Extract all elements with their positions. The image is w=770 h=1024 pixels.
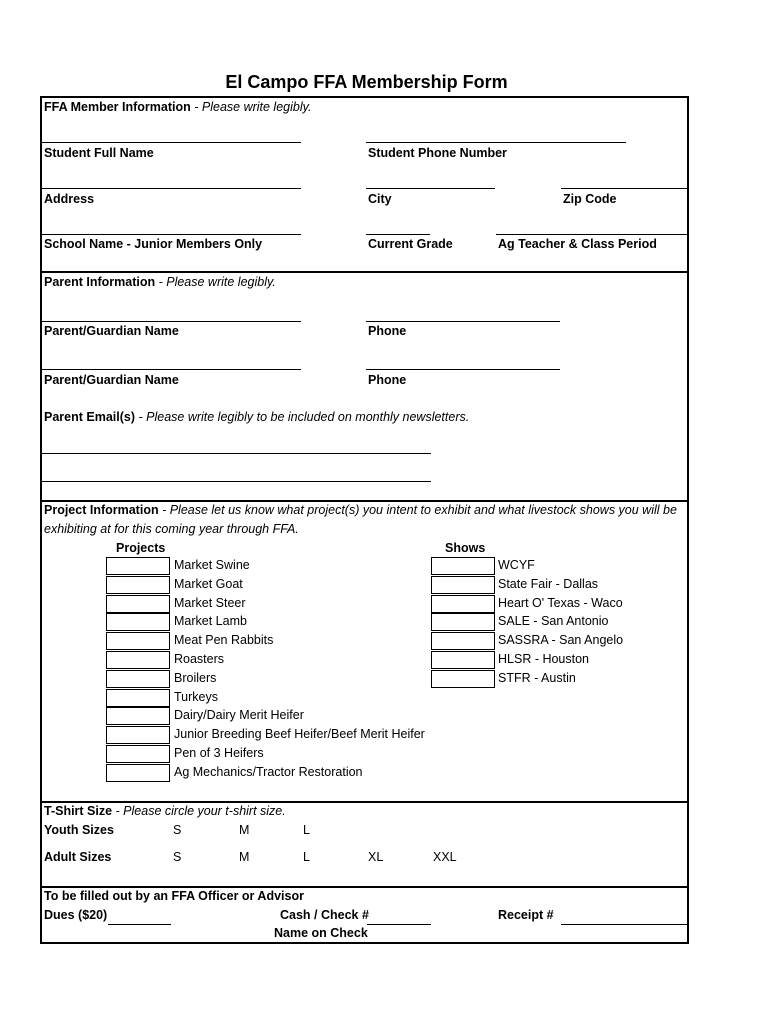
school-label: School Name - Junior Members Only [44,237,263,251]
project-checkbox[interactable] [106,651,170,669]
student-phone-line[interactable] [366,142,626,143]
address-label: Address [44,192,95,206]
project-label: Meat Pen Rabbits [174,633,274,648]
student-name-line[interactable] [42,142,301,143]
tshirt-heading-label: T-Shirt Size [44,804,113,818]
show-label: SASSRA - San Angelo [498,633,624,648]
show-checkbox[interactable] [431,632,495,650]
guardian-2-label: Parent/Guardian Name [44,373,179,387]
show-checkbox[interactable] [431,576,495,594]
project-label: Junior Breeding Beef Heifer/Beef Merit Heifer [174,727,425,742]
show-label: SALE - San Antonio [498,614,609,629]
project-label: Market Steer [174,595,246,610]
show-checkbox[interactable] [431,670,495,688]
project-section-heading [44,503,677,517]
show-checkbox[interactable] [431,557,495,575]
project-label: Dairy/Dairy Merit Heifer [174,708,304,723]
ag-teacher-label: Ag Teacher & Class Period [498,237,657,251]
student-name-label: Student Full Name [44,146,154,160]
show-label: Heart O' Texas - Waco [498,595,623,610]
shows-column-label: Shows [445,541,486,555]
cash-check-line[interactable] [367,924,431,925]
zip-line[interactable] [561,188,689,189]
project-checkbox[interactable] [106,764,170,782]
member-section-heading [44,100,311,114]
show-checkbox[interactable] [431,595,495,613]
address-line[interactable] [42,188,301,189]
project-checkbox[interactable] [106,670,170,688]
parent-section-heading [44,275,276,289]
project-checkbox[interactable] [106,745,170,763]
project-checkbox[interactable] [106,576,170,594]
receipt-label: Receipt # [498,908,554,922]
parent-email-heading [44,410,469,424]
youth-size-l[interactable]: L [303,823,310,837]
email-line-2[interactable] [42,481,431,482]
project-heading-note-2: exhibiting at for this coming year through FFA. [44,522,299,536]
project-label: Roasters [174,652,225,666]
project-heading-label: Project Information [44,503,159,517]
adult-size-xxl[interactable]: XXL [433,850,457,864]
project-heading-note-1: - Please let us know what project(s) you intent to exhibit and what livestock shows you will be [158,503,677,517]
school-line[interactable] [42,234,301,235]
show-label: State Fair - Dallas [498,576,599,591]
youth-size-s[interactable]: S [173,823,182,837]
project-label: Pen of 3 Heifers [174,746,264,760]
guardian-2-line[interactable] [42,369,301,370]
phone-1-label: Phone [368,324,407,338]
show-checkbox[interactable] [431,613,495,631]
grade-line[interactable] [366,234,430,235]
tshirt-section-heading [44,804,286,818]
project-checkbox[interactable] [106,707,170,725]
project-label: Broilers [174,670,217,685]
show-label: WCYF [498,558,535,572]
project-checkbox[interactable] [106,726,170,744]
guardian-1-line[interactable] [42,321,301,322]
show-label: HLSR - Houston [498,652,590,666]
form-title: El Campo FFA Membership Form [225,72,508,92]
member-heading-note: - Please write legibly. [190,100,312,114]
cash-check-label: Cash / Check # [280,908,369,922]
parent-email-label: Parent Email(s) [44,410,136,424]
guardian-1-label: Parent/Guardian Name [44,324,179,338]
adult-size-l[interactable]: L [303,850,310,864]
ag-teacher-line[interactable] [496,234,689,235]
project-checkbox[interactable] [106,689,170,707]
projects-column-label: Projects [116,541,166,555]
project-checkbox[interactable] [106,632,170,650]
student-phone-label: Student Phone Number [368,146,507,160]
city-line[interactable] [366,188,495,189]
project-label: Market Swine [174,558,250,572]
project-label: Market Goat [174,576,243,591]
adult-size-xl[interactable]: XL [368,850,384,864]
dues-label: Dues ($20) [44,908,108,922]
project-label: Ag Mechanics/Tractor Restoration [174,764,363,779]
adult-size-s[interactable]: S [173,850,182,864]
dues-line[interactable] [108,924,171,925]
youth-size-m[interactable]: M [239,823,250,837]
show-checkbox[interactable] [431,651,495,669]
youth-sizes-label: Youth Sizes [44,823,114,837]
adult-size-m[interactable]: M [239,850,250,864]
zip-label: Zip Code [563,192,617,206]
tshirt-heading-note: - Please circle your t-shirt size. [112,804,286,818]
phone-2-label: Phone [368,373,407,387]
member-heading-label: FFA Member Information [44,100,191,114]
receipt-line[interactable] [561,924,689,925]
adult-sizes-label: Adult Sizes [44,850,112,864]
project-checkbox[interactable] [106,613,170,631]
email-line-1[interactable] [42,453,431,454]
phone-2-line[interactable] [366,369,560,370]
name-on-check-label: Name on Check [274,926,368,940]
project-checkbox[interactable] [106,557,170,575]
project-label: Market Lamb [174,614,247,629]
project-label: Turkeys [174,689,218,704]
parent-email-note: - Please write legibly to be included on monthly newsletters. [135,410,470,424]
grade-label: Current Grade [368,237,453,251]
officer-heading: To be filled out by an FFA Officer or Advisor [44,889,304,903]
city-label: City [368,192,392,206]
parent-heading-note: - Please write legibly. [155,275,276,289]
show-label: STFR - Austin [498,670,576,685]
phone-1-line[interactable] [366,321,560,322]
project-checkbox[interactable] [106,595,170,613]
parent-heading-label: Parent Information [44,275,156,289]
